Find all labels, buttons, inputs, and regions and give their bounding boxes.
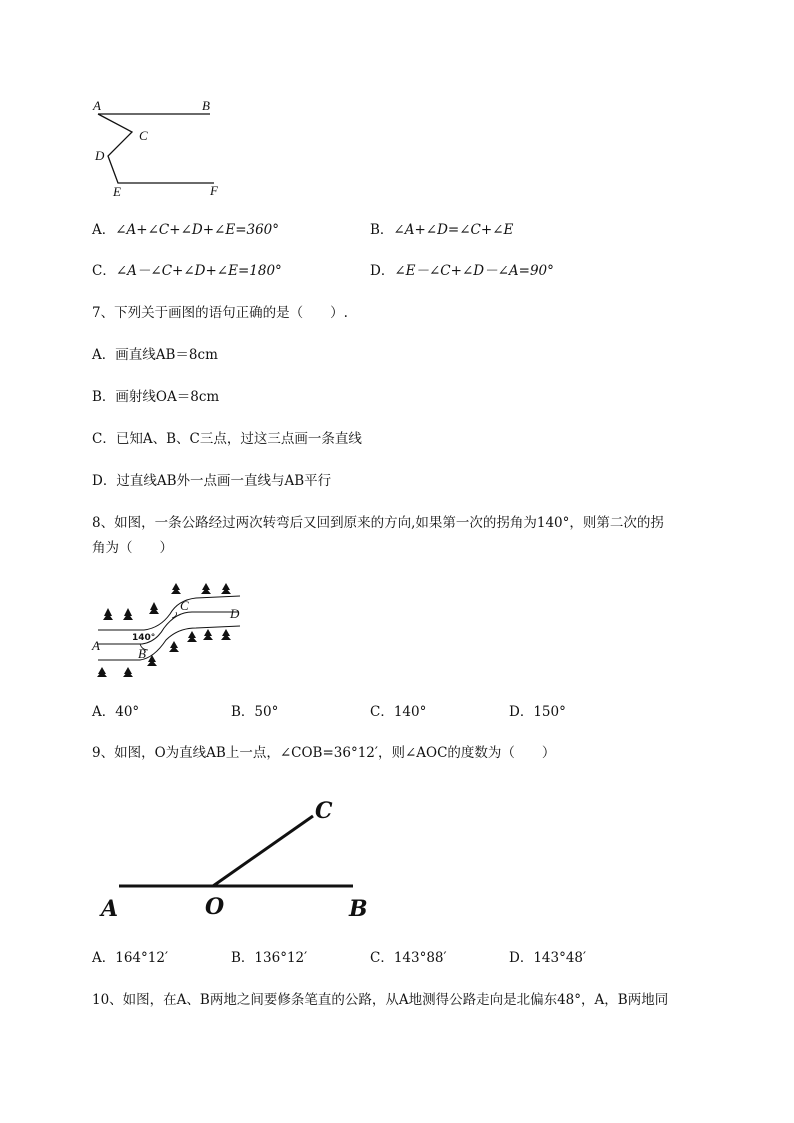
q6-label-d: D (95, 148, 105, 163)
q6-option-a[interactable]: A．∠A+∠C+∠D+∠E=360° (92, 222, 280, 238)
q6-option-b[interactable]: B．∠A+∠D=∠C+∠E (370, 222, 514, 238)
q7-option-c[interactable]: C．已知A、B、C三点，过这三点画一条直线 (92, 431, 362, 447)
q9-figure (95, 792, 375, 922)
q8-label-b: B (138, 646, 146, 661)
q6-figure (88, 96, 248, 199)
q8-label-d: D (230, 606, 240, 621)
q6-label-c: C (139, 128, 148, 143)
q10-stem: 10、如图，在A、B两地之间要修条笔直的公路，从A地测得公路走向是北偏东48°，A，B两地同 (92, 992, 669, 1008)
q8-option-b[interactable]: B．50° (231, 704, 279, 720)
q9-option-d[interactable]: D．143°48′ (509, 950, 587, 966)
q6-label-e: E (113, 184, 121, 199)
q9-option-b[interactable]: B．136°12′ (231, 950, 308, 966)
q9-label-a: A (101, 896, 119, 922)
q8-label-c: C (180, 598, 189, 613)
q8-label-a: A (92, 638, 100, 653)
q8-option-d[interactable]: D．150° (509, 704, 566, 720)
q6-label-f: F (210, 183, 218, 198)
q9-option-c[interactable]: C．143°88′ (370, 950, 447, 966)
q9-stem: 9、如图，O为直线AB上一点，∠COB=36°12′，则∠AOC的度数为（ ） (92, 745, 556, 761)
q7-option-a[interactable]: A．画直线AB＝8cm (92, 347, 218, 363)
q9-option-a[interactable]: A．164°12′ (92, 950, 169, 966)
q7-option-d[interactable]: D．过直线AB外一点画一直线与AB平行 (92, 473, 332, 489)
q6-option-c[interactable]: C．∠A－∠C+∠D+∠E=180° (92, 263, 282, 279)
q9-label-o: O (205, 894, 225, 920)
q8-option-c[interactable]: C．140° (370, 704, 427, 720)
q8-option-a[interactable]: A．40° (92, 704, 140, 720)
q8-stem-line1: 8、如图，一条公路经过两次转弯后又回到原来的方向,如果第一次的拐角为140°，则第二次的拐 (92, 515, 664, 531)
q7-option-b[interactable]: B．画射线OA＝8cm (92, 389, 220, 405)
q6-option-d[interactable]: D．∠E－∠C+∠D－∠A=90° (370, 263, 554, 279)
q8-angle-label: 140° (132, 633, 156, 643)
q9-label-b: B (349, 896, 368, 922)
q7-stem: 7、下列关于画图的语句正确的是（ ）. (92, 305, 348, 321)
q6-label-a: A (93, 98, 101, 113)
q8-figure (92, 582, 252, 677)
q9-label-c: C (315, 798, 333, 824)
q8-stem-line2: 角为（ ） (92, 540, 173, 556)
q6-label-b: B (202, 98, 210, 113)
